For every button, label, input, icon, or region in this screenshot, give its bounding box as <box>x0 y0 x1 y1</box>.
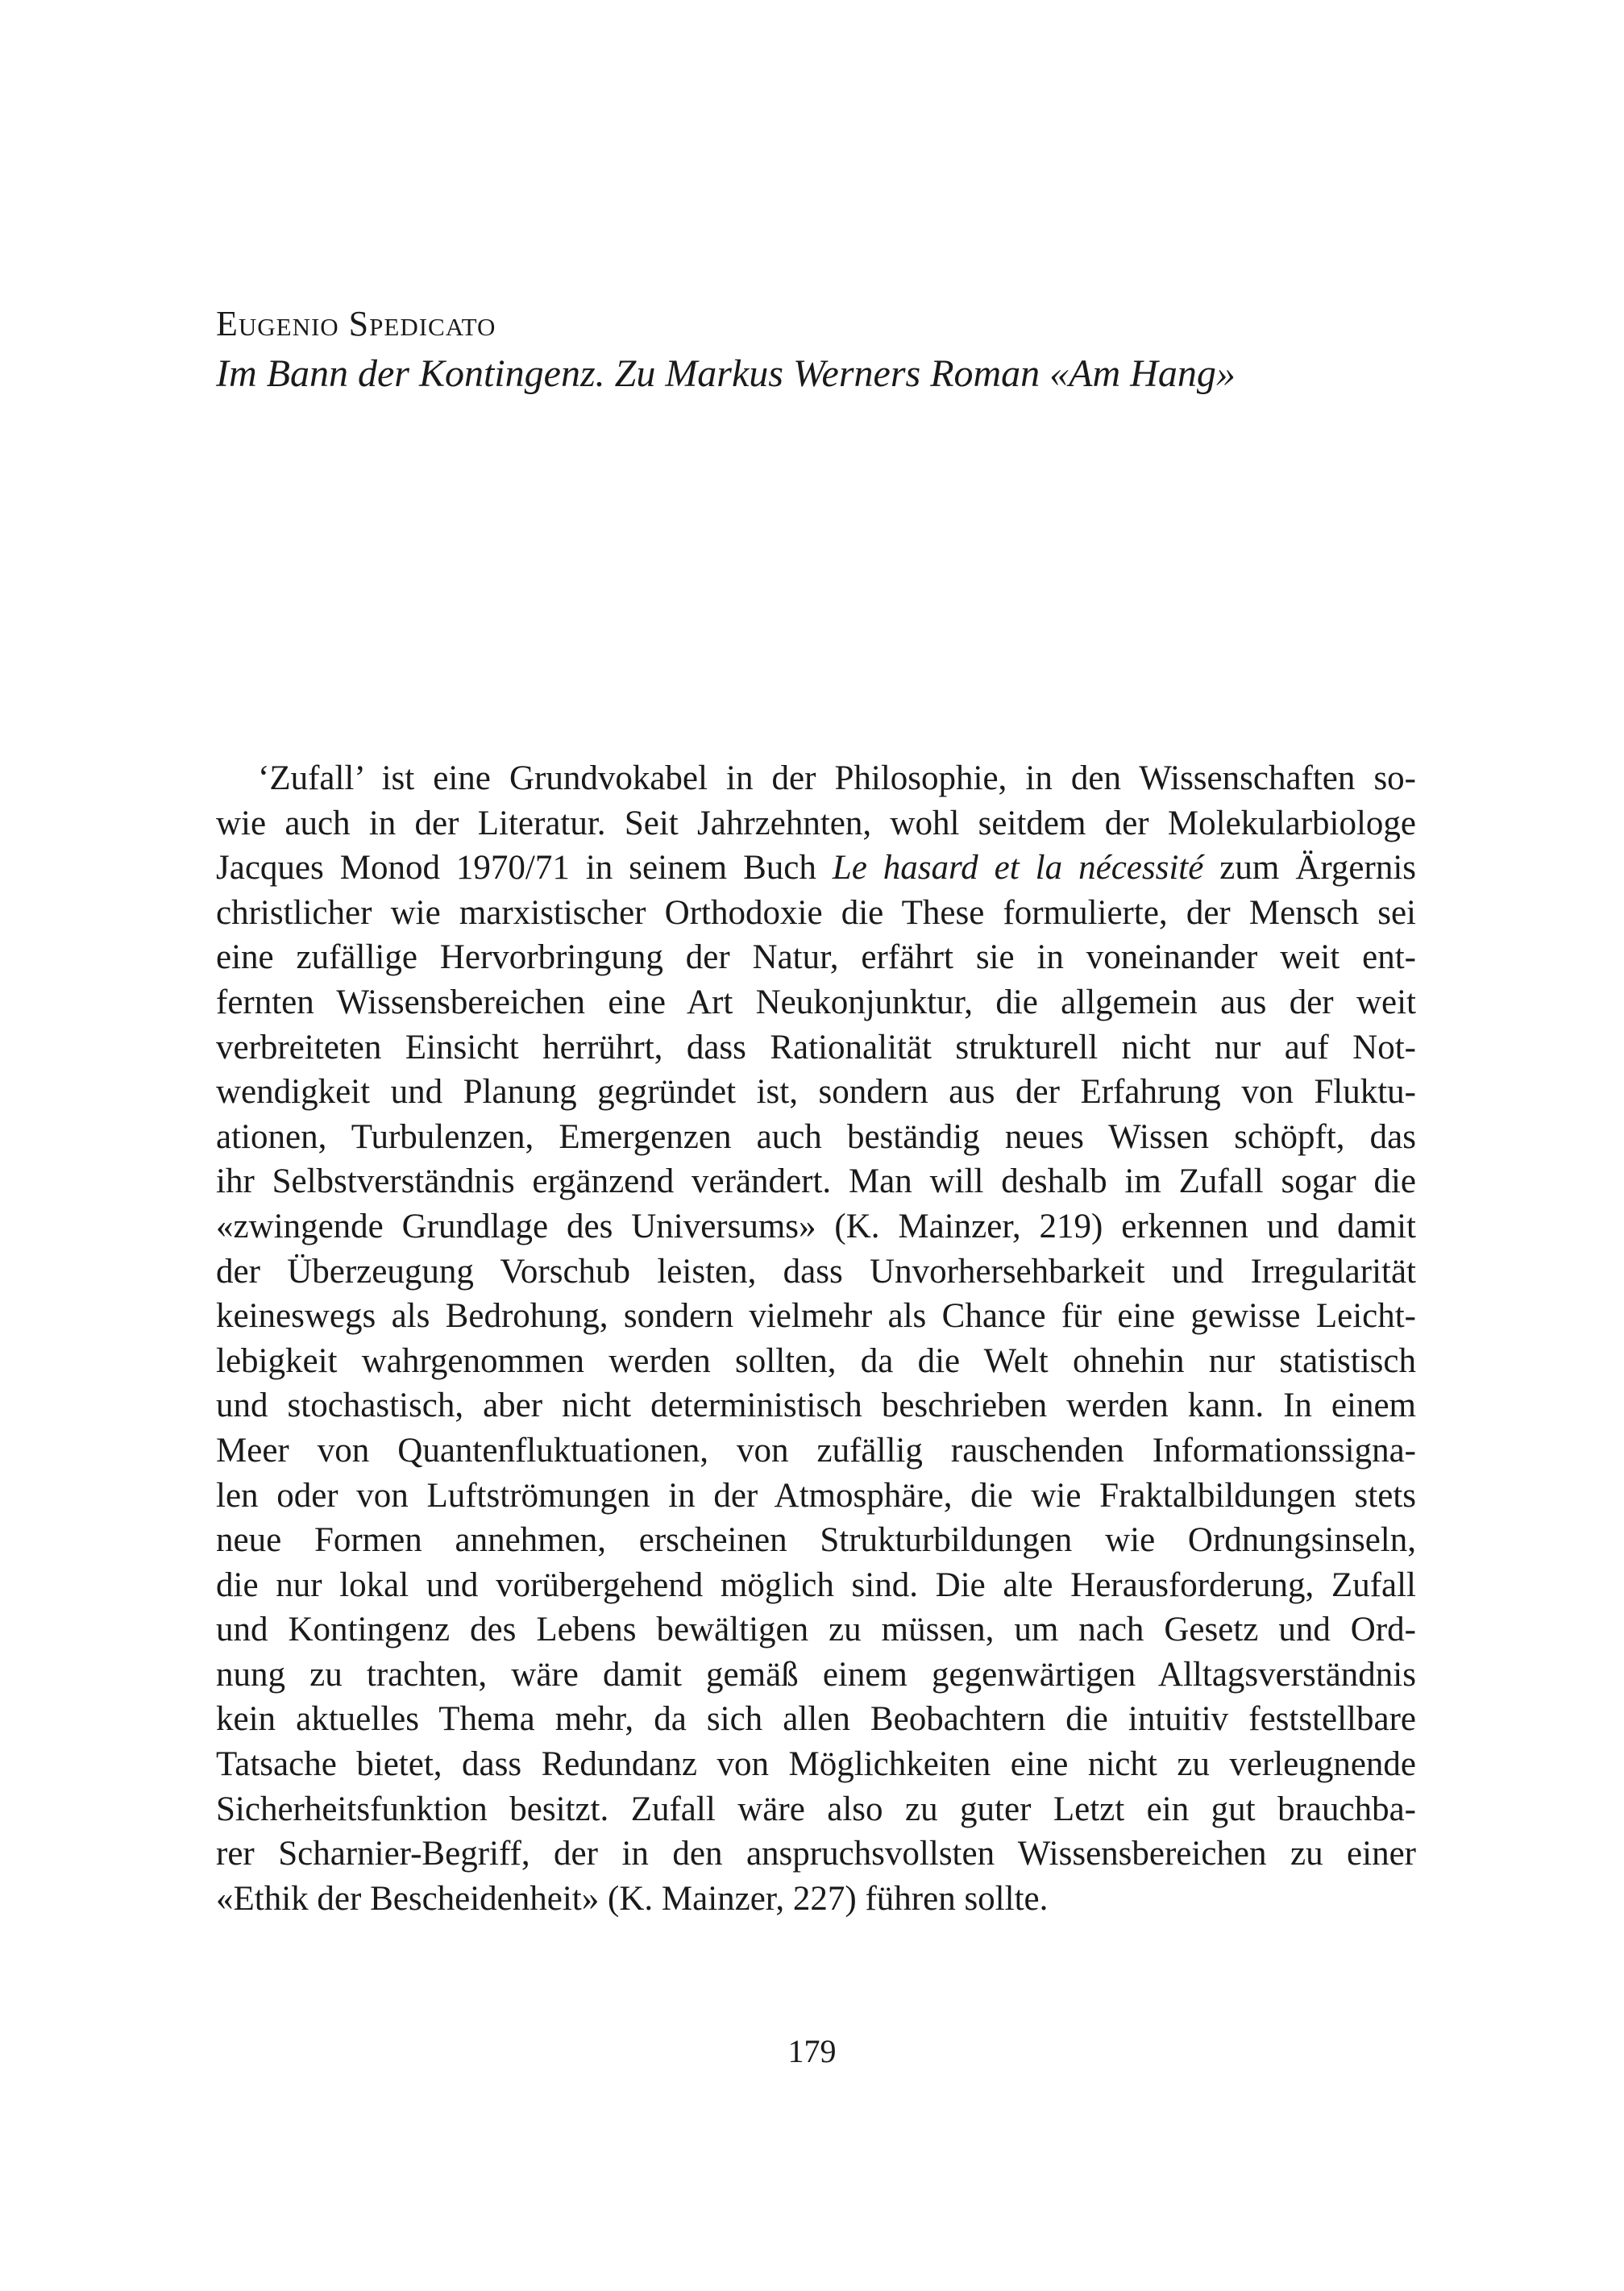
paragraph-line: ationen, Turbulenzen, Emergenzen auch beständig neues Wissen schöpft, das <box>216 1117 1416 1156</box>
paragraph-line: len oder von Luftströmungen in der Atmosphäre, die wie Fraktalbildungen stets <box>216 1476 1416 1515</box>
paragraph-line: und Kontingenz des Lebens bewältigen zu müssen, um nach Gesetz und Ord- <box>216 1611 1416 1649</box>
paragraph-line: lebigkeit wahrgenommen werden sollten, da die Welt ohnehin nur statistisch <box>216 1341 1416 1380</box>
author-name: Eugenio Spedicato <box>216 304 496 343</box>
paragraph-line: kein aktuelles Thema mehr, da sich allen Beobachtern die intuitiv feststellbare <box>216 1700 1416 1739</box>
paragraph-line: nung zu trachten, wäre damit gemäß einem gegenwärtigen Alltagsverständnis <box>216 1655 1416 1694</box>
paragraph-line: fernten Wissensbereichen eine Art Neukonjunktur, die allgemein aus der weit <box>216 983 1416 1021</box>
paragraph-line: «Ethik der Bescheidenheit» (K. Mainzer, 227) führen sollte. <box>216 1879 1049 1918</box>
paragraph-line: christlicher wie marxistischer Orthodoxie die These formulierte, der Mensch sei <box>216 893 1416 932</box>
paragraph-line: eine zufällige Hervorbringung der Natur, erfährt sie in voneinander weit ent- <box>216 938 1416 977</box>
paragraph-line <box>216 846 1416 891</box>
paragraph-line: ihr Selbstverständnis ergänzend verändert. Man will deshalb im Zufall sogar die <box>216 1162 1416 1201</box>
paragraph-line: rer Scharnier-Begriff, der in den anspruchsvollsten Wissensbereichen zu einer <box>216 1835 1416 1873</box>
paragraph-line: keineswegs als Bedrohung, sondern vielmehr als Chance für eine gewisse Leicht- <box>216 1297 1416 1336</box>
line-text: Jacques Monod 1970/71 in seinem Buch <box>216 849 833 888</box>
article-header <box>216 300 1425 400</box>
book-title-italic: Le hasard et la nécessité <box>832 849 1204 888</box>
paragraph-line: und stochastisch, aber nicht deterministisch beschrieben werden kann. In einem <box>216 1387 1416 1425</box>
page-number: 179 <box>787 2033 837 2069</box>
line-text: zum Ärgernis <box>1203 849 1416 888</box>
paragraph-line: Sicherheitsfunktion besitzt. Zufall wäre also zu guter Letzt ein gut brauchba- <box>216 1790 1416 1828</box>
article-title: Im Bann der Kontingenz. Zu Markus Werners Roman «Am Hang» <box>216 352 1236 395</box>
paragraph-line: die nur lokal und vorübergehend möglich sind. Die alte Herausforderung, Zufall <box>216 1565 1416 1604</box>
paragraph-line: «zwingende Grundlage des Universums» (K. Mainzer, 219) erkennen und damit <box>216 1207 1416 1245</box>
paragraph-line: ‘Zufall’ ist eine Grundvokabel in der Philosophie, in den Wissenschaften so- <box>258 759 1416 797</box>
paragraph-line: wendigkeit und Planung gegründet ist, sondern aus der Erfahrung von Fluktu- <box>216 1073 1416 1112</box>
paragraph-line: Meer von Quantenfluktuationen, von zufällig rauschenden Informationssigna- <box>216 1431 1416 1470</box>
paragraph-line: der Überzeugung Vorschub leisten, dass Unvorhersehbarkeit und Irregularität <box>216 1252 1416 1291</box>
paragraph-line: Tatsache bietet, dass Redundanz von Möglichkeiten eine nicht zu verleugnende <box>216 1745 1416 1784</box>
paragraph-line: neue Formen annehmen, erscheinen Strukturbildungen wie Ordnungsinseln, <box>216 1521 1416 1560</box>
paragraph-line: verbreiteten Einsicht herrührt, dass Rationalität strukturell nicht nur auf Not- <box>216 1028 1416 1066</box>
paragraph-line: wie auch in der Literatur. Seit Jahrzehnten, wohl seitdem der Molekularbiologe <box>216 804 1416 842</box>
body-paragraph <box>216 756 1416 1921</box>
